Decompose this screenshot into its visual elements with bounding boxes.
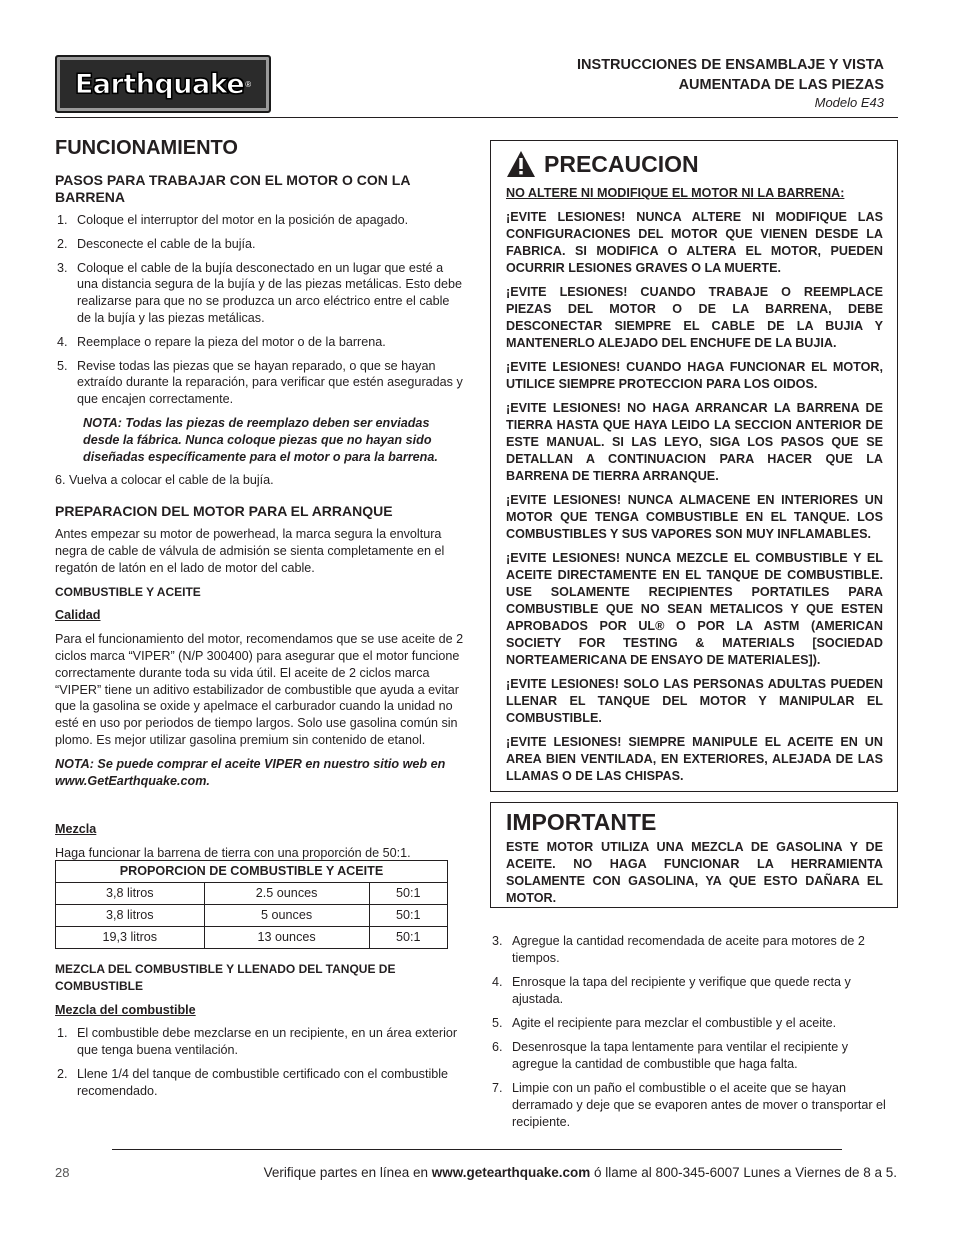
caution-paragraph: ¡EVITE LESIONES! CUANDO TRABAJE O REEMPLACE PIEZAS DEL MOTOR O DE LA BARRENA, DEBE DESCONECTAR SIEMPRE EL CABLE DE LA BUJIA Y MANTENERLO ALEJADO DEL ENCHUFE DE LA BUJIA. (506, 285, 883, 350)
caution-paragraph: ¡EVITE LESIONES! NUNCA MEZCLE EL COMBUSTIBLE Y EL ACEITE DIRECTAMENTE EN EL TANQUE DE COMBUSTIBLE. USE SOLAMENTE RECIPIENTES PORTATILES PARA COMBUSTIBLE QUE NO SEAN METALICOS Y QUE ESTEN APROBADOS POR UL® O POR LA ASTM (AMERICAN SOCIETY FOR TESTING & MATERIALS [SOCIEDAD NORTEAMERICANA DE ENSAYO DE MATERIALES]). (506, 551, 883, 667)
footer-prefix: Verifique partes en línea en (263, 1165, 432, 1180)
list-item: 3. Coloque el cable de la bujía desconectado en un lugar que esté a una distancia segura de la bujía y de las piezas metálicas. Esto debe realizarse para que no se produzca un arco eléctrico entre el cable de la bujía y las piezas metálicas. (57, 260, 463, 325)
fuel-steps-list (55, 1025, 465, 1099)
important-title: IMPORTANTE (506, 808, 657, 835)
caution-box (490, 140, 898, 792)
logo-text: Earthquake (74, 68, 245, 100)
fuel-oil-heading: COMBUSTIBLE Y ACEITE (55, 584, 201, 599)
prep-paragraph: Antes empezar su motor de powerhead, la marca segura la envoltura negra de cable de válvula de admisión se sienta completamente en el regatón de latón en el lado de motor del cable. (55, 527, 445, 575)
right-steps-column (490, 933, 895, 1138)
caution-paragraph: ¡EVITE LESIONES! NO HAGA ARRANCAR LA BARRENA DE TIERRA HASTA QUE HAYA LEIDO LA SECCION ANTERIOR DE ESTE MANUAL. SI LAS LEYO, SIGA LOS PASOS QUE SE DETALLAN A CONTINUACION PARA HACER QUE LA BARRENA DE TIERRA ARRANQUE. (506, 401, 883, 483)
list-item: 3. Agregue la cantidad recomendada de aceite para motores de 2 tiempos. (492, 934, 865, 965)
step-6: 6. Vuelva a colocar el cable de la bujía. (55, 473, 274, 488)
page-number: 28 (55, 1165, 70, 1180)
subsection-title-work-steps: PASOS PARA TRABAJAR CON EL MOTOR O CON LA BARRENA (55, 172, 410, 205)
quality-paragraph: Para el funcionamiento del motor, recomendamos que se use aceite de 2 ciclos marca “VIPER” (N/P 300400) para asegurar que el motor funcione correctamente durante toda su vida útil. El aceite de 2 ciclos marca “VIPER” tiene un aditivo estabilizador de combustible que ayuda a evitar que la gasolina se oxide y apelmace el carburador cuando la unidad no esté en uso por periodos de tiempo largos. Solo use gasolina común sin plomo. Es mejor utilizar gasolina premium sin contenido de etanol. (55, 632, 464, 747)
header-divider (55, 117, 898, 118)
fuel-steps-continued-list (490, 933, 895, 1131)
caution-paragraph: ¡EVITE LESIONES! NUNCA ALTERE NI MODIFIQUE LAS CONFIGURACIONES DEL MOTOR QUE VIENEN DESDE LA FABRICA. SI MODIFICA O ALTERA EL MOTOR, PUEDEN OCURRIR LESIONES GRAVES O LA MUERTE. (506, 210, 883, 275)
table-row: 19,3 litros 13 ounces 50:1 (56, 926, 448, 948)
list-item: 4. Reemplace o repare la pieza del motor o de la barrena. (57, 334, 386, 349)
left-column (55, 136, 465, 1106)
list-item: 2. Llene 1/4 del tanque de combustible certificado con el combustible recomendado. (57, 1066, 449, 1098)
important-paragraph: ESTE MOTOR UTILIZA UNA MEZCLA DE GASOLINA Y DE ACEITE. NO HAGA FUNCIONAR LA HERRAMIENTA SOLAMENTE CON GASOLINA, YA QUE ESTO DAÑARA EL MOTOR. (506, 840, 883, 905)
subsection-title-prep: PREPARACION DEL MOTOR PARA EL ARRANQUE (55, 503, 393, 520)
warning-triangle-icon (506, 150, 536, 178)
list-item: 7. Limpie con un paño el combustible o el aceite que se hayan derramado y deje que se evaporen antes de mover o transportar el recipiente. (492, 1081, 886, 1129)
list-item: 2. Desconecte el cable de la bujía. (57, 236, 256, 251)
fuel-ratio-table (55, 860, 448, 949)
title-line-1: INSTRUCCIONES DE ENSAMBLAJE Y VISTA (577, 57, 884, 73)
website-link[interactable]: www.getearthquake.com (431, 1165, 591, 1180)
work-steps-list (55, 212, 465, 408)
list-item: 5. Revise todas las piezas que se hayan reparado, o que se hayan extraído durante la reparación, para verificar que estén aseguradas y que encajen correctamente. (57, 358, 463, 407)
fuel-mix-heading: Mezcla del combustible (55, 1002, 196, 1017)
footer-suffix: ó llame al 800-345-6007 Lunes a Viernes de 8 a 5. (590, 1165, 897, 1180)
caution-title: PRECAUCION (544, 150, 699, 177)
fill-tank-heading: MEZCLA DEL COMBUSTIBLE Y LLENADO DEL TANQUE DE COMBUSTIBLE (55, 961, 396, 993)
quality-heading: Calidad (55, 608, 101, 623)
document-title (464, 55, 884, 95)
title-line-2: AUMENTADA DE LAS PIEZAS (678, 77, 884, 93)
list-item: 1. Coloque el interruptor del motor en la posición de apagado. (57, 213, 409, 227)
table-row: 3,8 litros 2.5 ounces 50:1 (56, 882, 448, 904)
section-title: FUNCIONAMIENTO (55, 137, 238, 159)
registered-mark: ® (245, 79, 252, 89)
important-box (490, 802, 898, 908)
mix-heading: Mezcla (55, 822, 97, 837)
list-item: 1. El combustible debe mezclarse en un recipiente, en un área exterior que tenga buena ventilación. (57, 1026, 458, 1058)
caution-paragraph: ¡EVITE LESIONES! SOLO LAS PERSONAS ADULTAS PUEDEN LLENAR EL TANQUE DEL MOTOR Y MANIPULAR EL COMBUSTIBLE. (506, 677, 883, 725)
replacement-parts-note: NOTA: Todas las piezas de reemplazo deben ser enviadas desde la fábrica. Nunca coloque piezas que no hayan sido diseñadas específicamente para el motor o para la barrena. (83, 415, 438, 464)
earthquake-logo (55, 55, 271, 113)
caution-paragraph: NO ALTERE NI MODIFIQUE EL MOTOR NI LA BARRENA: (506, 186, 845, 200)
table-header: PROPORCION DE COMBUSTIBLE Y ACEITE (56, 860, 448, 882)
list-item: 4. Enrosque la tapa del recipiente y verifique que quede recta y ajustada. (492, 975, 851, 1006)
viper-note: NOTA: Se puede comprar el aceite VIPER en nuestro sitio web en www.GetEarthquake.com. (55, 756, 446, 788)
footer-contact (264, 1165, 897, 1180)
caution-title-row (506, 147, 883, 181)
caution-paragraph: ¡EVITE LESIONES! NUNCA ALMACENE EN INTERIORES UN MOTOR QUE TENGA COMBUSTIBLE EN EL TANQUE. LOS COMBUSTIBLES Y SUS VAPORES SON MUY INFLAMABLES. (506, 493, 883, 541)
list-item: 5. Agite el recipiente para mezclar el combustible y el aceite. (492, 1016, 837, 1030)
caution-paragraph: ¡EVITE LESIONES! CUANDO HAGA FUNCIONAR EL MOTOR, UTILICE SIEMPRE PROTECCION PARA LOS OIDOS. (506, 360, 883, 391)
model-label: Modelo E43 (814, 95, 884, 110)
footer-divider (112, 1149, 842, 1150)
table-row: 3,8 litros 5 ounces 50:1 (56, 904, 448, 926)
mix-paragraph: Haga funcionar la barrena de tierra con una proporción de 50:1. (55, 846, 411, 861)
caution-paragraph: ¡EVITE LESIONES! SIEMPRE MANIPULE EL ACEITE EN UN AREA BIEN VENTILADA, EN EXTERIORES, ALEJADA DE LAS LLAMAS O DE LAS CHISPAS. (506, 735, 883, 783)
list-item: 6. Desenrosque la tapa lentamente para ventilar el recipiente y agregue la cantidad de combustible que haga falta. (492, 1040, 849, 1071)
